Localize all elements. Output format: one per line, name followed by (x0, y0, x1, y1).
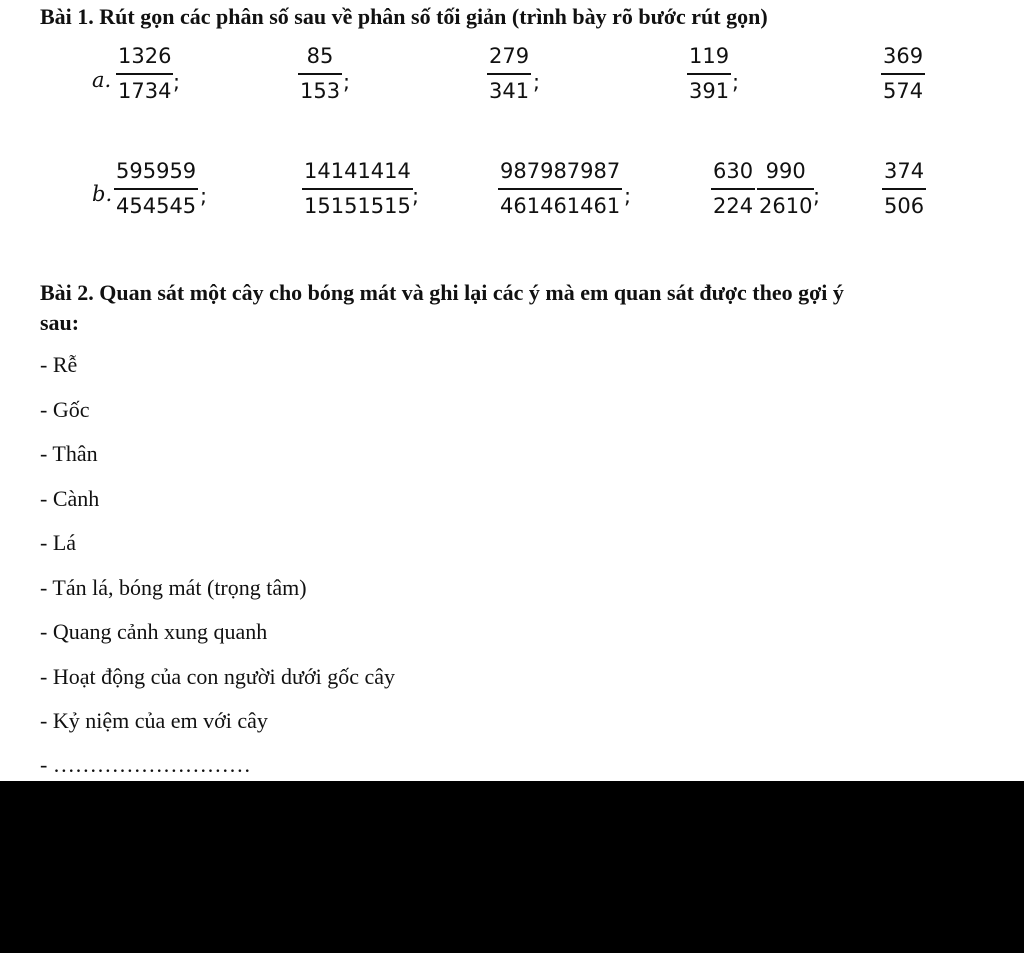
denominator: 224 (711, 188, 755, 217)
numerator: 595959 (116, 159, 197, 183)
separator: ; (343, 70, 351, 94)
list-item-roots: - Rễ (40, 352, 78, 377)
numerator: 987987987 (500, 159, 621, 183)
fraction-b-4 (711, 161, 755, 217)
numerator: 630 (713, 159, 754, 183)
list-item-memories: - Kỷ niệm của em với cây (40, 708, 268, 733)
separator: ; (813, 184, 821, 208)
numerator: 14141414 (304, 159, 411, 183)
denominator: 574 (881, 73, 925, 102)
list-item-canopy-shade: - Tán lá, bóng mát (trọng tâm) (40, 575, 307, 600)
row-a-label: a. (92, 68, 112, 92)
exercise-2-title-continued: sau: (40, 310, 80, 335)
exercise-2-title: Bài 2. Quan sát một cây cho bóng mát và ghi lại các ý mà em quan sát được theo gợi ý (40, 280, 844, 305)
denominator: 506 (882, 188, 926, 217)
fraction-b-2 (302, 161, 413, 217)
denominator: 1734 (116, 73, 173, 102)
separator: ; (624, 184, 632, 208)
denominator: 341 (487, 73, 531, 102)
fraction-a-1 (116, 46, 173, 102)
denominator: 153 (298, 73, 342, 102)
numerator: 1326 (118, 44, 172, 68)
fraction-a-4 (687, 46, 731, 102)
list-item-blank: - ……………………… (40, 752, 251, 777)
numerator: 990 (765, 159, 806, 183)
numerator: 119 (689, 44, 730, 68)
list-item-trunk: - Thân (40, 441, 98, 466)
denominator: 454545 (114, 188, 198, 217)
fraction-a-3 (487, 46, 531, 102)
row-b-label: b. (92, 182, 113, 206)
denominator: 15151515 (302, 188, 413, 217)
separator: ; (533, 70, 541, 94)
separator: ; (200, 184, 208, 208)
denominator: 391 (687, 73, 731, 102)
denominator: 2610 (757, 188, 814, 217)
numerator: 279 (489, 44, 530, 68)
denominator: 461461461 (498, 188, 622, 217)
numerator: 85 (306, 44, 334, 68)
fraction-a-5 (881, 46, 925, 102)
fraction-b-6 (882, 161, 926, 217)
fraction-b-5 (757, 161, 814, 217)
list-item-branches: - Cành (40, 486, 100, 511)
numerator: 374 (884, 159, 925, 183)
fraction-b-1 (114, 161, 198, 217)
list-item-base: - Gốc (40, 397, 90, 422)
fraction-a-2 (298, 46, 342, 102)
list-item-human-activities: - Hoạt động của con người dưới gốc cây (40, 664, 396, 689)
separator: ; (173, 70, 181, 94)
numerator: 369 (883, 44, 924, 68)
separator: ; (732, 70, 740, 94)
list-item-leaves: - Lá (40, 530, 77, 555)
separator: ; (412, 184, 420, 208)
fraction-b-3 (498, 161, 622, 217)
exercise-1-title: Bài 1. Rút gọn các phân số sau về phân số tối giản (trình bày rõ bước rút gọn) (40, 4, 768, 29)
list-item-surroundings: - Quang cảnh xung quanh (40, 619, 268, 644)
